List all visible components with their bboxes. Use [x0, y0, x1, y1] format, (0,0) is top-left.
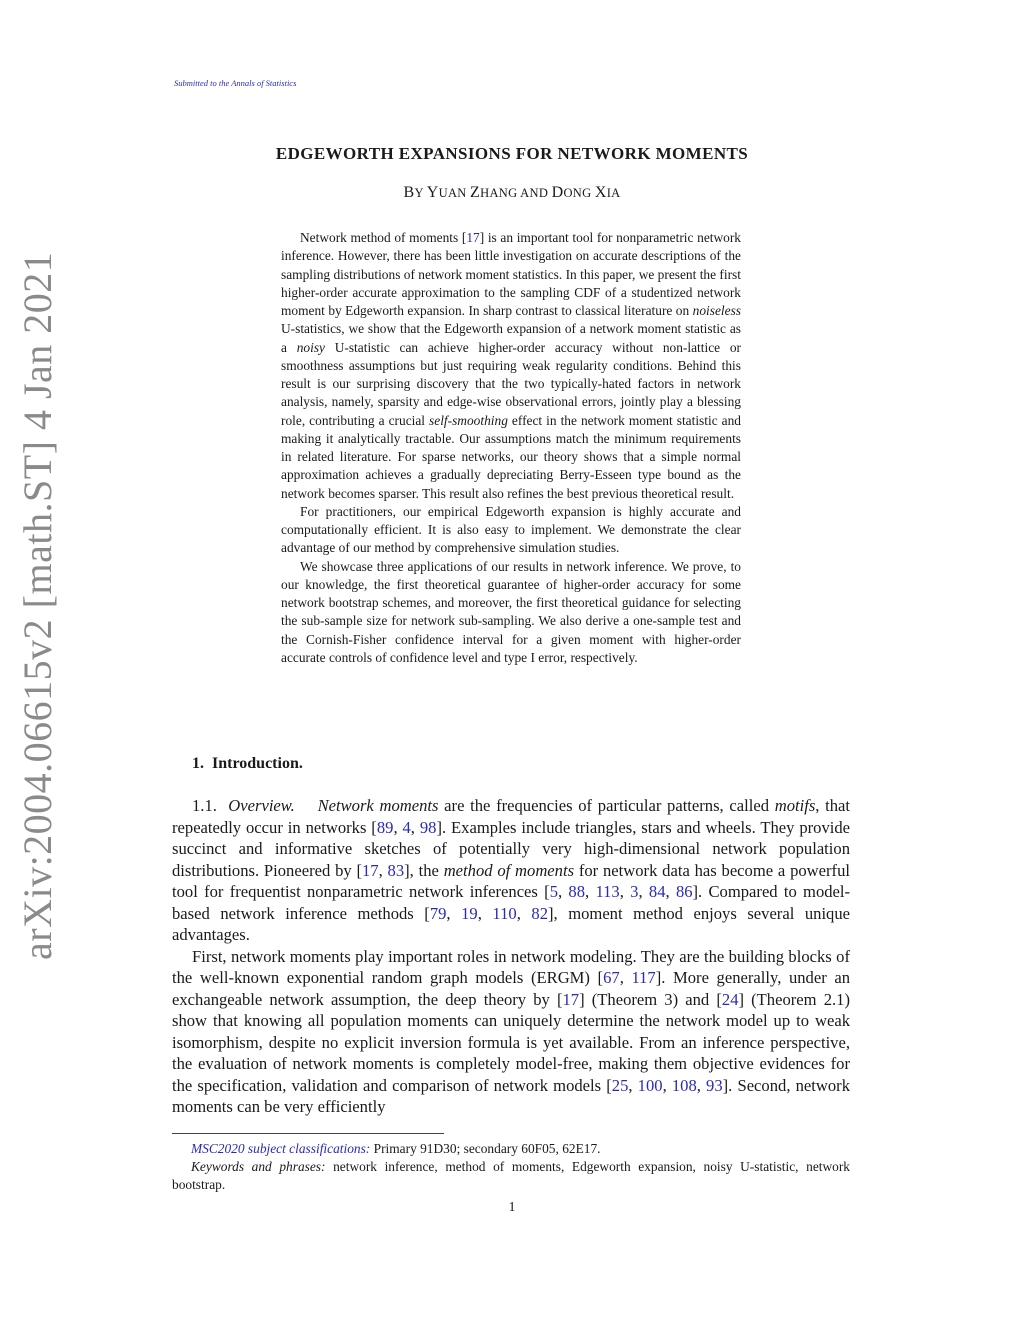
citation-link[interactable]: 5	[549, 882, 558, 901]
section-heading: 1. Introduction.	[192, 755, 303, 772]
citation-link[interactable]: 113	[595, 882, 620, 901]
citation-link[interactable]: 108	[671, 1075, 697, 1095]
citation-link[interactable]: 88	[568, 882, 586, 901]
citation-link[interactable]: 3	[630, 882, 639, 901]
citation-link[interactable]: 79	[429, 903, 447, 923]
subsection-title: Overview.	[228, 796, 295, 815]
footnote-keywords: Keywords and phrases: network inference, method of moments, Edgeworth expansion, noisy U-statistic, network bootstrap.	[172, 1159, 851, 1192]
citation-link[interactable]: 17	[466, 230, 480, 245]
citation-link[interactable]: 17	[362, 860, 379, 880]
citation-link[interactable]: 110	[492, 903, 517, 923]
arxiv-identifier: arXiv:2004.06615v2 [math.ST] 4 Jan 2021	[15, 251, 60, 960]
citation-link[interactable]: 82	[531, 903, 548, 923]
footnotes	[172, 1140, 850, 1194]
abstract-paragraph: For practitioners, our empirical Edgeworth expansion is highly accurate and computationally efficient. It is also easy to implement. We demonstrate the clear advantage of our method by comprehensive simulation studies.	[281, 503, 741, 556]
paper-title: EDGEWORTH EXPANSIONS FOR NETWORK MOMENTS	[275, 144, 749, 163]
citation-link[interactable]: 19	[461, 903, 478, 923]
abstract-paragraph: We showcase three applications of our results in network inference. We prove, to our knowledge, the first theoretical guarantee of higher-order accuracy for some network bootstrap schemes, and moreover, the first theoretical guidance for selecting the sub-sample size for network sub-sampling. We also derive a one-sample test and the Cornish-Fisher confidence interval for a given moment with higher-order accurate controls of confidence level and type I error, respectively.	[281, 558, 741, 665]
citation-link[interactable]: 86	[675, 882, 693, 901]
intro-body	[172, 795, 850, 1118]
citation-link[interactable]: 84	[648, 882, 666, 901]
citation-link[interactable]: 89	[376, 817, 394, 837]
footnote-msc: MSC2020 subject classifications: Primary 91D30; secondary 60F05, 62E17.	[191, 1141, 601, 1156]
citation-link[interactable]: 67	[603, 968, 620, 987]
abstract	[281, 229, 741, 667]
body-paragraph: 1.1. Overview. Network moments are the frequencies of particular patterns, called motifs, that repeatedly occur in networks [89, 4, 98]. Examples include triangles, stars and wheels. They provide succinct and informative sketches of potentially very high-dimensional network population distributions. Pioneered by [17, 83], the method of moments for network data has become a powerful tool for frequentist nonparametric network inferences [5, 88, 113, 3, 84, 86]. Compared to model-based network inference methods [79, 19, 110, 82], moment method enjoys several unique advantages.	[172, 796, 851, 944]
paper-authors: BY YUAN ZHANG AND DONG XIA	[403, 184, 621, 201]
citation-link[interactable]: 24	[721, 989, 739, 1009]
citation-link[interactable]: 93	[706, 1075, 723, 1095]
citation-link[interactable]: 17	[562, 989, 580, 1009]
footnote-rule	[172, 1133, 444, 1134]
citation-link[interactable]: 100	[637, 1075, 663, 1095]
citation-link[interactable]: 117	[631, 968, 656, 987]
citation-link[interactable]: 25	[611, 1075, 629, 1095]
citation-link[interactable]: 83	[387, 860, 405, 880]
citation-link[interactable]: 98	[419, 817, 437, 837]
subsection-number: 1.1.	[192, 796, 217, 815]
body-paragraph: First, network moments play important roles in network modeling. They are the building blocks of the well-known exponential random graph models (ERGM) [67, 117]. More generally, under an exchangeable network assumption, the deep theory by [17] (Theorem 3) and [24] (Theorem 2.1) show that knowing all population moments can uniquely determine the network model up to weak isomorphism, despite no explicit inversion formula is yet available. From an inference perspective, the evaluation of network moments is completely model-free, making them objective evidences for the specification, validation and comparison of network models [25, 100, 108, 93]. Second, network moments can be very efficiently	[172, 946, 850, 1116]
journal-header: Submitted to the Annals of Statistics	[174, 78, 297, 88]
abstract-paragraph: Network method of moments [17] is an important tool for nonparametric network inference. However, there has been little investigation on accurate descriptions of the sampling distributions of network moment statistics. In this paper, we present the first higher-order accurate approximation to the sampling CDF of a studentized network moment by Edgeworth expansion. In sharp contrast to classical literature on noiseless U-statistics, we show that the Edgeworth expansion of a network moment statistic as a noisy U-statistic can achieve higher-order accuracy without non-lattice or smoothness assumptions but just requiring weak regularity conditions. Behind this result is our surprising discovery that the two typically-hated factors in network analysis, namely, sparsity and edge-wise observational errors, jointly play a blessing role, contributing a crucial self-smoothing effect in the network moment statistic and making it analytically tractable. Our assumptions match the minimum requirements in related literature. For sparse networks, our theory shows that a simple normal approximation achieves a gradually depreciating Berry-Esseen type bound as the network becomes sparser. This result also refines the best previous theoretical result.	[281, 230, 741, 501]
page-number: 1	[508, 1200, 516, 1215]
citation-link[interactable]: 4	[402, 817, 411, 837]
msc-link[interactable]: MSC2020 subject classifications:	[191, 1141, 371, 1156]
